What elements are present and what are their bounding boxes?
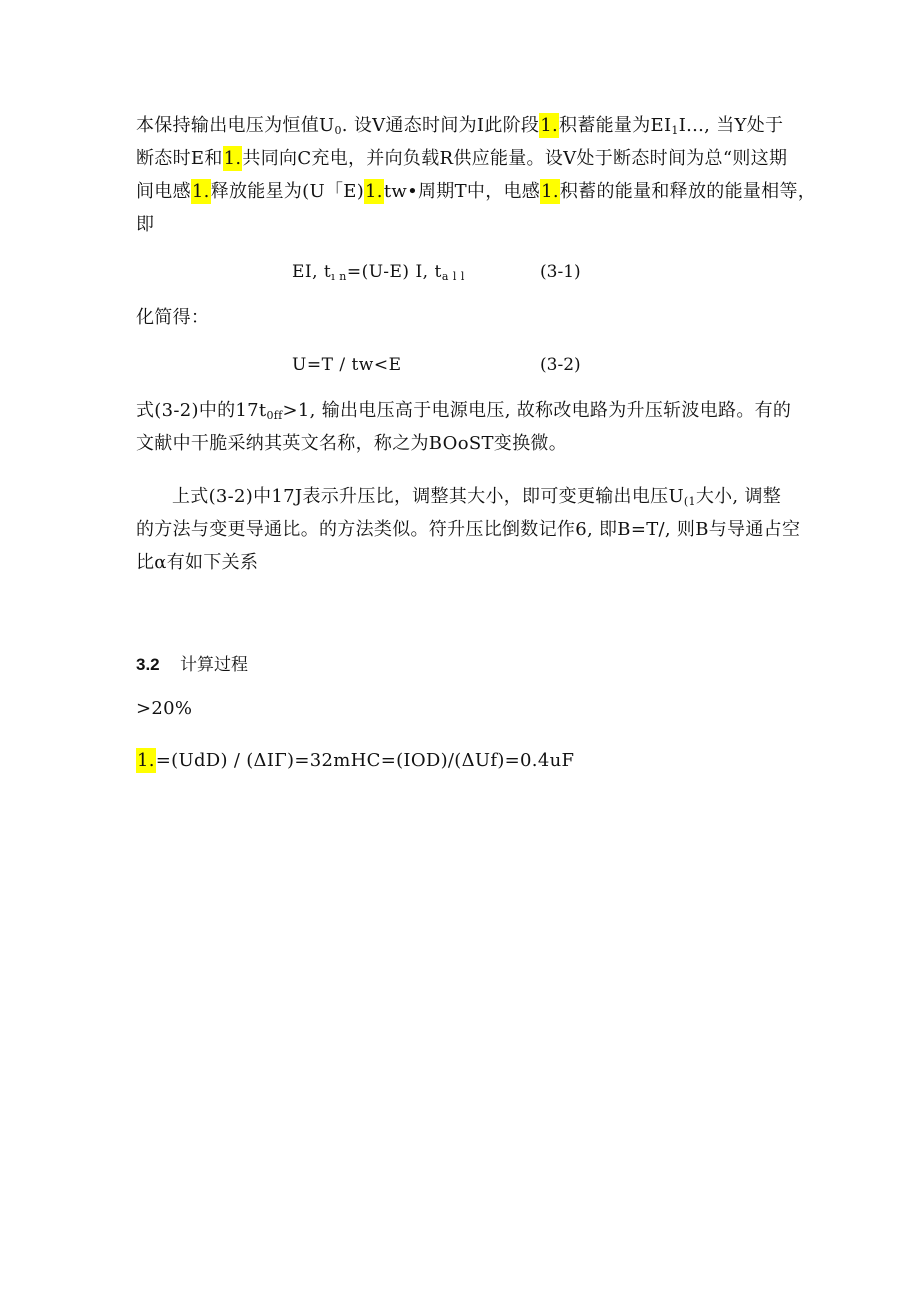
paragraph-3-line-1 bbox=[172, 484, 781, 515]
paragraph-1-line-3 bbox=[136, 179, 816, 205]
text-run: =(U-E) I, t bbox=[346, 262, 442, 282]
text-run: tw•周期T中，电感 bbox=[383, 181, 541, 202]
text-run: 断态时E和 bbox=[136, 148, 223, 169]
highlight-mark: 1. bbox=[223, 148, 242, 169]
text-run: 式(3-2)中的17t bbox=[136, 400, 267, 421]
paragraph-2-line-2: 文献中干脆采纳其英文名称，称之为BOoST变换微。 bbox=[136, 433, 567, 454]
highlight-mark: 1. bbox=[191, 181, 210, 202]
text-run: 积蓄能量为EI bbox=[559, 115, 672, 136]
text-run: 上式(3-2)中17J表示升压比，调整其大小，即可变更输出电压U bbox=[172, 486, 684, 507]
equation-3-1 bbox=[292, 259, 465, 290]
highlight-mark: 1. bbox=[541, 181, 559, 202]
text-run: 大小, 调整 bbox=[695, 486, 782, 507]
text-run: I..., 当Y处于 bbox=[678, 115, 784, 136]
paragraph-2-line-1 bbox=[136, 398, 791, 429]
highlight-mark: 1. bbox=[540, 115, 559, 136]
text-run: >1, 输出电压高于电源电压, 故称改电路为升压斩波电路。有的 bbox=[282, 400, 792, 421]
formula-line bbox=[136, 748, 574, 774]
value-line: >20% bbox=[136, 698, 193, 719]
text-run: 间电感 bbox=[136, 181, 191, 202]
text-run: 即 bbox=[136, 214, 155, 235]
section-number: 3.2 bbox=[136, 655, 160, 674]
subscript: a l l bbox=[441, 270, 465, 283]
subscript: 0ff bbox=[266, 409, 283, 422]
equation-number-3-1: (3-1) bbox=[540, 262, 581, 282]
text-run: . 设V通态时间为I此阶段 bbox=[341, 115, 540, 136]
equation-number-3-2: (3-2) bbox=[540, 355, 581, 375]
highlight-mark: 1. bbox=[137, 750, 155, 771]
formula-text: =(UdD) / (ΔIΓ)=32mHC=(IOD)/(ΔUf)=0.4uF bbox=[155, 750, 575, 771]
text-run: 释放能星为(U「E) bbox=[210, 181, 365, 202]
simplify-label: 化简得： bbox=[136, 307, 210, 328]
paragraph-3-line-3: 比α有如下关系 bbox=[136, 552, 259, 573]
subscript: 1 bbox=[671, 124, 679, 137]
subscript: 0 bbox=[334, 124, 342, 137]
text-run: 本保持输出电压为恒值U bbox=[136, 115, 335, 136]
text-run: 积蓄的能量和释放的能量相等， bbox=[559, 181, 817, 202]
highlight-mark: 1. bbox=[365, 181, 383, 202]
section-heading bbox=[136, 650, 248, 675]
equation-3-2: U=T / tw<E bbox=[292, 355, 402, 375]
subscript: (1 bbox=[683, 495, 696, 508]
paragraph-1-line-4 bbox=[136, 212, 154, 238]
paragraph-1-line-2 bbox=[136, 146, 787, 172]
section-title: 计算过程 bbox=[180, 655, 248, 674]
text-run: EI, t bbox=[292, 262, 332, 282]
paragraph-1-line-1 bbox=[136, 113, 783, 144]
paragraph-3-line-2: 的方法与变更导通比。的方法类似。符升压比倒数记作6, 即B=T/, 则B与导通占空 bbox=[136, 519, 801, 540]
subscript: ı n bbox=[331, 270, 347, 283]
text-run: 共同向C充电，并向负载R供应能量。设V处于断态时间为总“则这期 bbox=[242, 148, 788, 169]
